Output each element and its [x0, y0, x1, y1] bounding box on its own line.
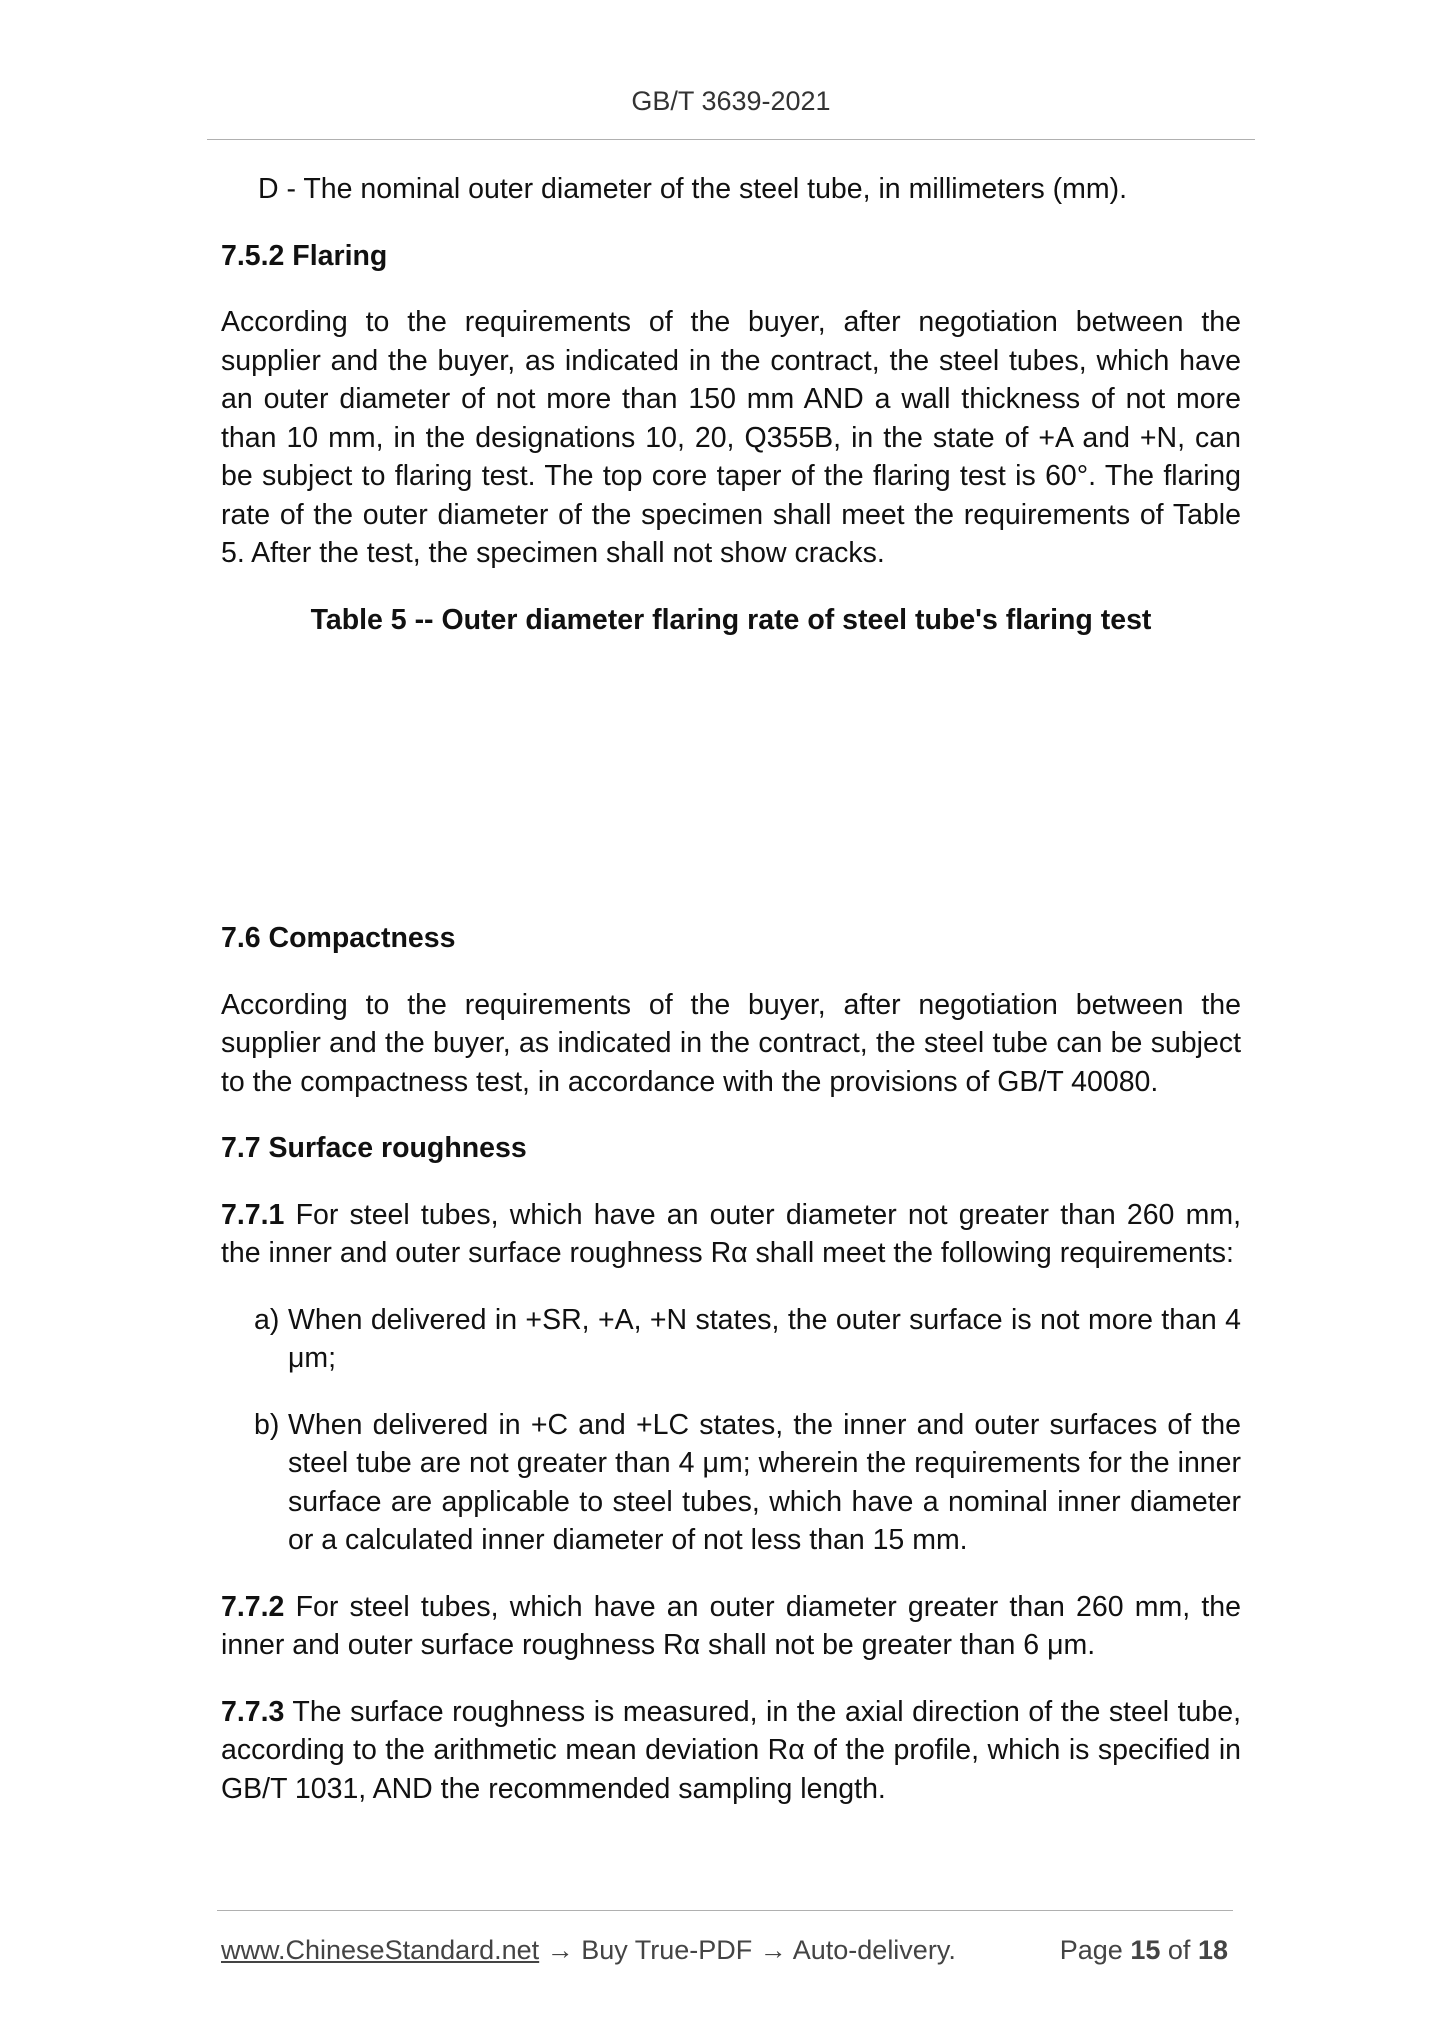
list-item-b	[254, 1406, 1241, 1560]
compactness-paragraph: According to the requirements of the buyer, after negotiation between the supplier and the buyer, as indicated in the contract, the steel tube can be subject to the compactness test, in accordance with the provisions of GB/T 40080.	[221, 988, 1241, 1098]
footer-divider	[217, 1910, 1233, 1911]
section-heading-flaring: 7.5.2 Flaring	[221, 239, 388, 272]
clause-772-text: For steel tubes, which have an outer diameter greater than 260 mm, the inner and outer surface roughness Rα shall not be greater than 6 μm.	[221, 1590, 1241, 1661]
list-marker-b: b)	[254, 1408, 280, 1441]
table-5-caption: Table 5 -- Outer diameter flaring rate of steel tube's flaring test	[310, 603, 1152, 636]
list-item-a	[254, 1301, 1241, 1378]
clause-773-text: The surface roughness is measured, in the axial direction of the steel tube, according to the arithmetic mean deviation Rα of the profile, which is specified in GB/T 1031, AND the recommended sampling length.	[221, 1695, 1241, 1805]
current-page: 15	[1130, 1935, 1161, 1965]
clause-772	[221, 1588, 1241, 1665]
list-text-a: When delivered in +SR, +A, +N states, the outer surface is not more than 4 μm;	[288, 1303, 1241, 1374]
table-5-blank-area	[221, 667, 1241, 919]
list-text-b: When delivered in +C and +LC states, the inner and outer surfaces of the steel tube are not greater than 4 μm; wherein the requirements for the inner surface are applicable to steel tubes, which have a nominal inner diameter or a calculated inner diameter of not less than 15 mm.	[288, 1408, 1241, 1556]
list-marker-a: a)	[254, 1303, 280, 1336]
footer-tagline: → Buy True-PDF → Auto-delivery.	[539, 1935, 956, 1965]
clause-771-number: 7.7.1	[221, 1198, 285, 1231]
clause-773-number: 7.7.3	[221, 1695, 285, 1728]
clause-773	[221, 1693, 1241, 1809]
clause-772-number: 7.7.2	[221, 1590, 285, 1623]
total-pages: 18	[1197, 1935, 1228, 1965]
document-body	[221, 170, 1241, 1836]
website-link[interactable]: www.ChineseStandard.net	[221, 1935, 540, 1965]
symbol-definition-d: D - The nominal outer diameter of the steel tube, in millimeters (mm).	[258, 173, 1128, 205]
section-heading-surface-roughness: 7.7 Surface roughness	[221, 1132, 527, 1164]
flaring-paragraph: According to the requirements of the buyer, after negotiation between the supplier and the buyer, as indicated in the contract, the steel tubes, which have an outer diameter of not more than 150 mm AND a wall thickness of not more than 10 mm, in the designations 10, 20, Q355B, in the state of +A and +N, can be subject to flaring test. The top core taper of the flaring test is 60°. The flaring rate of the outer diameter of the specimen shall meet the requirements of Table 5. After the test, the specimen shall not show cracks.	[221, 306, 1241, 569]
clause-771-text: For steel tubes, which have an outer diameter not greater than 260 mm, the inner and outer surface roughness Rα shall meet the following requirements:	[221, 1198, 1241, 1269]
header-divider	[207, 139, 1255, 140]
page-label: Page	[1059, 1935, 1123, 1965]
section-heading-compactness: 7.6 Compactness	[221, 922, 456, 954]
page-number	[1060, 1935, 1228, 1966]
document-header: GB/T 3639-2021	[631, 86, 831, 116]
clause-771	[221, 1196, 1241, 1273]
of-label: of	[1167, 1935, 1191, 1965]
footer-promo	[221, 1935, 956, 1966]
